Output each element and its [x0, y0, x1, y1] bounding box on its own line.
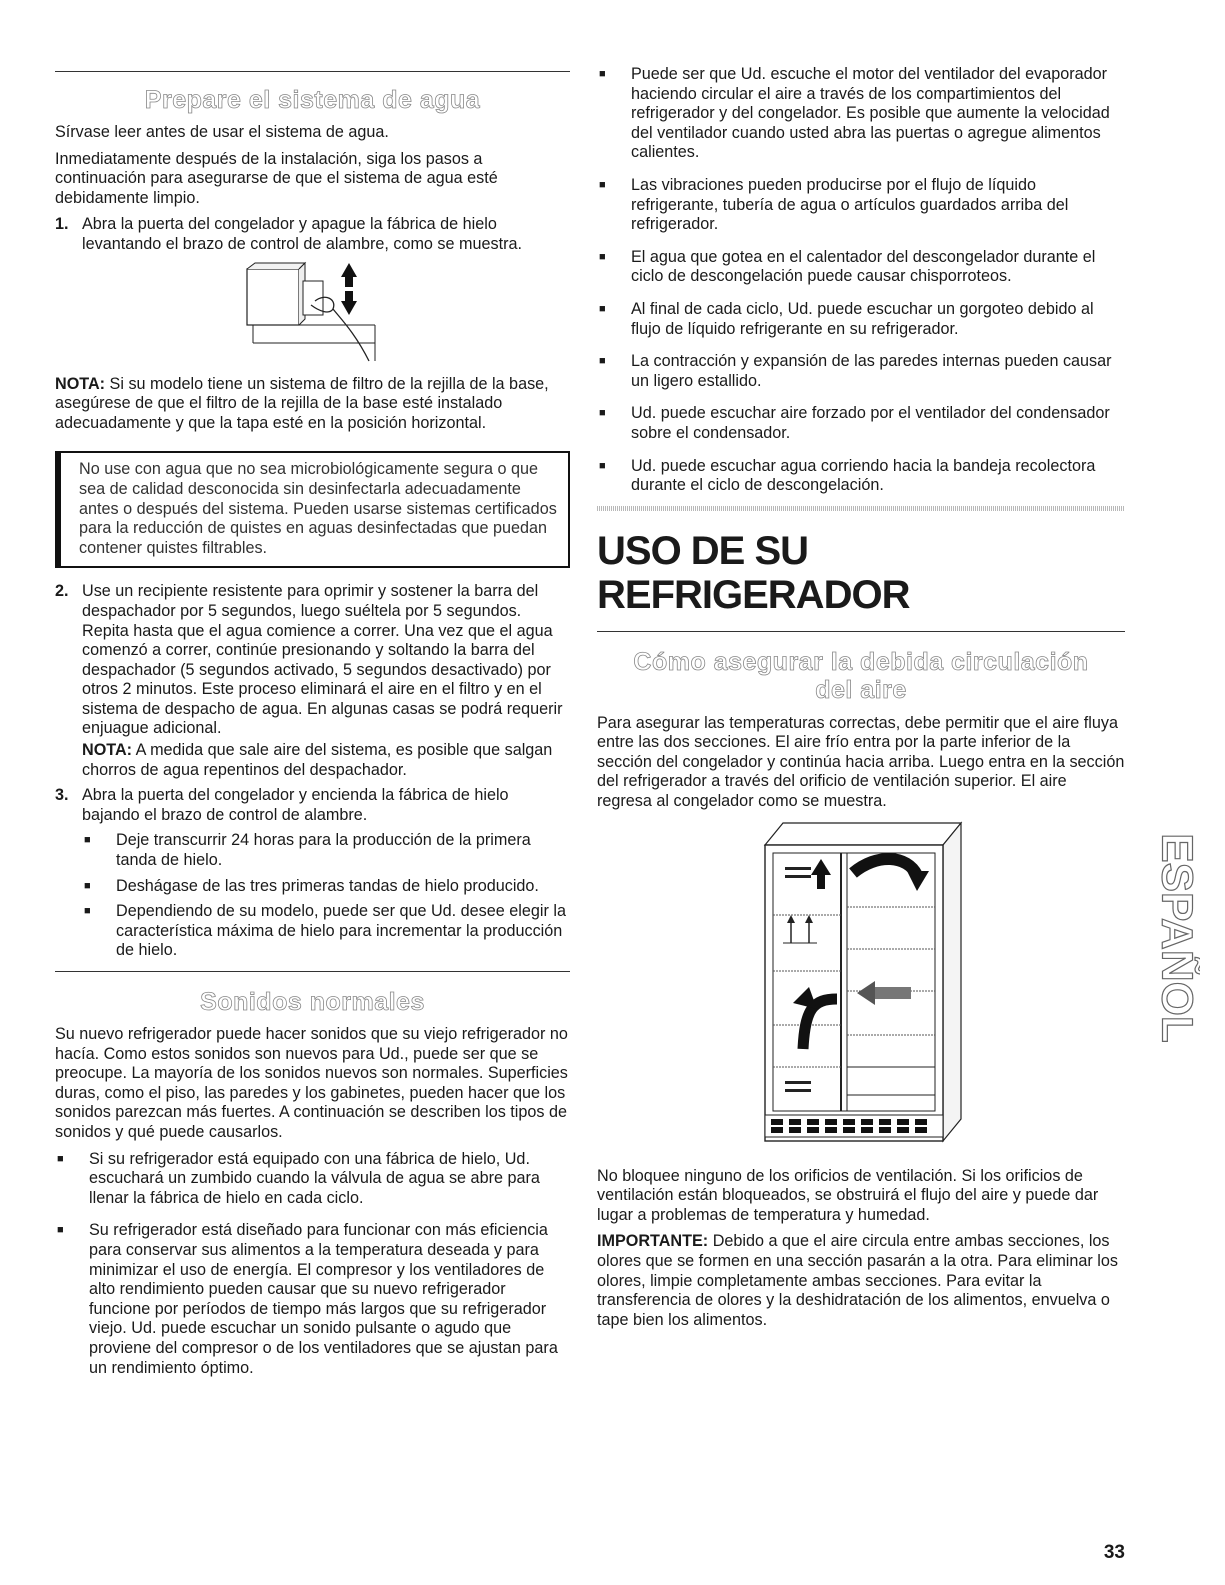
list-item: ■ Puede ser que Ud. escuche el motor del ventilador del evaporador haciendo circular el aire a través de los compartimientos del refrigerador y del congelador. Es posible que aumente la velocidad del ventilador cuando usted abra las puertas o agregue alimentos calientes. — [599, 65, 1110, 162]
sounds-intro: Su nuevo refrigerador puede hacer sonidos que su viejo refrigerador no hacía. Como estos sonidos son nuevos para Ud., puede ser que se preocupe. La mayoría de los sonidos nuevos son normales. Superficies duras, como el piso, las paredes y los gabinetes, pueden hacer que los sonidos parezcan más fuertes. A continuación se describen los tipos de sonidos y qué puede causarlos. — [55, 1025, 568, 1141]
bullet-icon: ■ — [599, 178, 606, 191]
list-item: ■ Deshágase de las tres primeras tandas de hielo producido. — [84, 876, 539, 895]
step-3 — [55, 786, 570, 967]
sounds-list-continued — [597, 65, 1125, 496]
bullet-icon: ■ — [599, 68, 606, 80]
list-item: ■ Dependiendo de su modelo, puede ser que Ud. desee elegir la característica máxima de hielo para incrementar la producción de hielo. — [84, 902, 566, 960]
step-text: Abra la puerta del congelador y apague la fábrica de hielo levantando el brazo de control de alambre, como se muestra. — [82, 215, 523, 253]
circulation-title: Cómo asegurar la debida circulación del aire — [633, 647, 1089, 704]
section-divider — [597, 631, 1125, 632]
section-divider — [55, 71, 570, 72]
bullet-icon: ■ — [84, 905, 91, 918]
ice-maker-illustration — [245, 261, 385, 369]
list-item: ■ La contracción y expansión de las paredes internas pueden causar un ligero estallido. — [599, 352, 1112, 390]
bullet-icon: ■ — [57, 1224, 64, 1237]
bullet-icon: ■ — [599, 355, 606, 368]
bullet-icon: ■ — [599, 407, 606, 420]
bullet-icon: ■ — [84, 879, 91, 892]
dotted-divider — [597, 506, 1125, 511]
warning-box — [55, 451, 570, 568]
left-column — [55, 0, 570, 1384]
list-item: ■ Si su refrigerador está equipado con una fábrica de hielo, Ud. escuchará un zumbido cuando la válvula de agua se abre para llenar la fábrica de hielo en cada ciclo. — [57, 1149, 540, 1207]
side-tab-label: ESPAÑOL — [1152, 833, 1200, 1043]
circulation-paragraph: Para asegurar las temperaturas correctas, debe permitir que el aire fluya entre las dos secciones. El aire frío entra por la parte inferior de la sección del congelador y continúa hacia arriba. Luego entra en la sección del refrigerador a través del orificio de ventilación superior. El aire regresa al congelador como se muestra. — [597, 713, 1125, 811]
list-item: ■ Deje transcurrir 24 horas para la producción de la primera tanda de hielo. — [84, 831, 531, 870]
list-item: ■ Ud. puede escuchar agua corriendo hacia la bandeja recolectora durante el ciclo de descongelación. — [599, 456, 1096, 495]
step-2 — [55, 582, 570, 780]
step-text: Abra la puerta del congelador y encienda la fábrica de hielo bajando el brazo de control de alambre. — [82, 786, 509, 824]
list-item: ■ Las vibraciones pueden producirse por el flujo de líquido refrigerante, tubería de agua o artículos guardados arriba del refrigerador. — [599, 175, 1069, 234]
sounds-section-title: Sonidos normales — [200, 988, 425, 1016]
water-section-title: Prepare el sistema de agua — [144, 86, 481, 114]
ventilation-paragraph: No bloquee ninguno de los orificios de ventilación. Si los orificios de ventilación están bloqueados, se obstruirá el flujo del aire y puede dar lugar a problemas de temperatura y humedad. — [597, 1166, 1099, 1224]
main-title: USO DE SU REFRIGERADOR — [597, 528, 910, 617]
water-intro-1: Sírvase leer antes de usar el sistema de agua. — [55, 123, 389, 141]
step-number: 3. — [55, 786, 69, 805]
nota-1: NOTA: Si su modelo tiene un sistema de filtro de la rejilla de la base, asegúrese de que el filtro de la rejilla de la base esté instalado adecuadamente y que la tapa esté en la posición horizontal. — [55, 374, 549, 432]
bullet-icon: ■ — [84, 834, 91, 847]
step-number: 1. — [55, 215, 69, 234]
section-divider — [55, 971, 570, 972]
bullet-icon: ■ — [599, 459, 606, 472]
bullet-icon: ■ — [599, 250, 606, 263]
bullet-icon: ■ — [57, 1152, 64, 1165]
list-item: ■ El agua que gotea en el calentador del descongelador durante el ciclo de descongelación puede causar chisporroteos. — [599, 247, 1096, 286]
airflow-diagram — [757, 819, 967, 1149]
water-intro-2: Inmediatamente después de la instalación, siga los pasos a continuación para asegurarse de que el sistema de agua esté debidamente limpio. — [55, 149, 498, 207]
right-column — [597, 0, 1125, 1337]
bullet-icon: ■ — [599, 302, 606, 315]
step-text: Use un recipiente resistente para oprimir y sostener la barra del despachador por 5 segundos, luego suéltela por 5 segundos. Repita hasta que el agua comience a correr. Una vez que el agua comenzó a correr, continúe presionando y soltando la barra del despachador (5 segundos activado, 5 segundos desactivado) por otros 2 minutos. Este proceso eliminará el aire en el filtro y en el sistema de despacho de agua. En algunas casas se podrá requerir enjuague adicional. — [82, 582, 563, 738]
list-item: ■ Ud. puede escuchar aire forzado por el ventilador del condensador sobre el condensador. — [599, 404, 1110, 442]
step-1 — [55, 215, 570, 254]
important-paragraph: IMPORTANTE: Debido a que el aire circula entre ambas secciones, los olores que se formen en una sección pasarán a la otra. Para eliminar los olores, limpie completamente ambas secciones. Para evitar la transferencia de olores y la deshidratación de los alimentos, envuelva o tape bien los alimentos. — [597, 1232, 1118, 1329]
language-side-tab — [1148, 818, 1200, 1058]
warning-text: No use con agua que no sea microbiológicamente segura o que sea de calidad desconocida sin desinfectarla adecuadamente antes o después del sistema. Pueden usarse sistemas certificados para la reducción de quistes en aguas desinfectadas que puedan contener quistes filtrables. — [79, 460, 557, 557]
list-item: ■ Su refrigerador está diseñado para funcionar con más eficiencia para conservar sus alimentos a la temperatura deseada y para minimizar el uso de energía. El compresor y los ventiladores de alto rendimiento pueden causar que su nuevo refrigerador funcione por períodos de tiempo más largos que su refrigerador viejo. Ud. puede escuchar un sonido pulsante o agudo que proviene del compresor o de los ventiladores que se ajustan para un rendimiento óptimo. — [57, 1221, 558, 1377]
step-number: 2. — [55, 582, 69, 601]
nota-2: NOTA: A medida que sale aire del sistema, es posible que salgan chorros de agua repentinos del despachador. — [82, 741, 553, 779]
list-item: ■ Al final de cada ciclo, Ud. puede escuchar un gorgoteo debido al flujo de líquido refrigerante en su refrigerador. — [599, 299, 1094, 338]
page-number: 33 — [1103, 1542, 1125, 1563]
